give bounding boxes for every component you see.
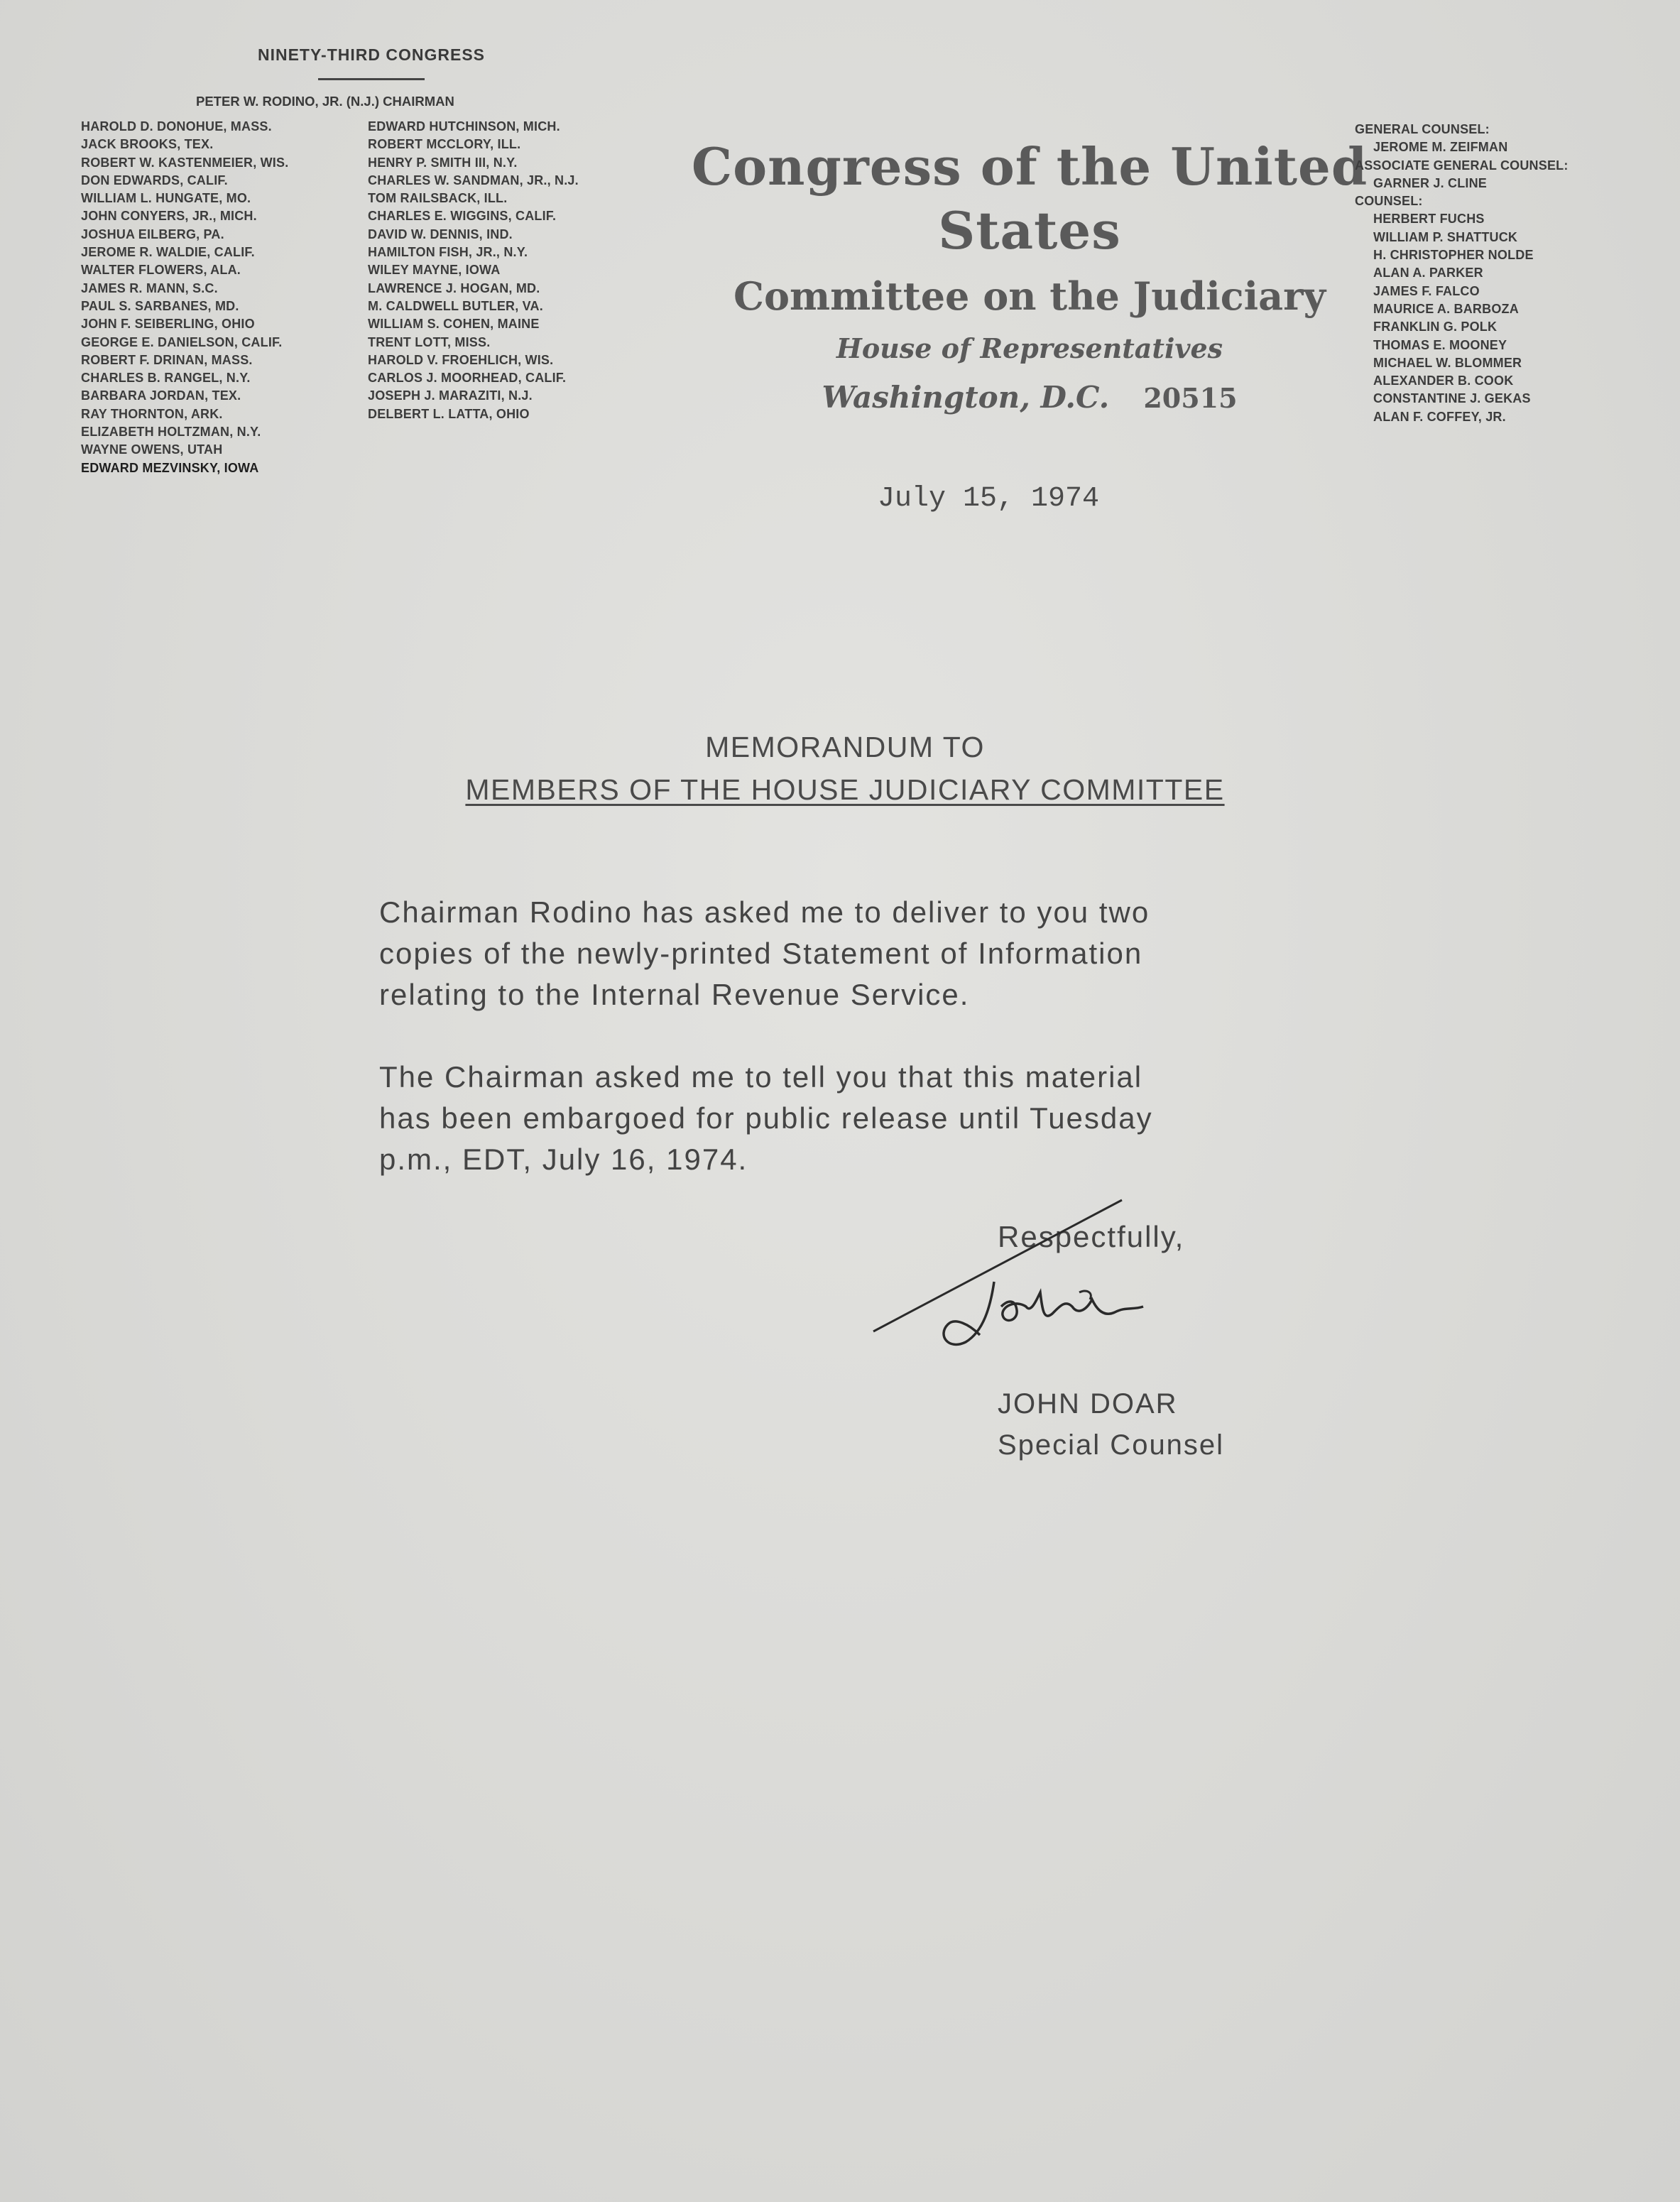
memo-paragraph-2: [379, 1057, 1373, 1180]
congress-title: NINETY-THIRD CONGRESS: [257, 45, 486, 64]
memo-paragraph-1: [379, 892, 1373, 1015]
member-name: WALTER FLOWERS, ALA.: [81, 263, 241, 278]
counsel-name: THOMAS E. MOONEY: [1373, 337, 1507, 352]
member-name: LAWRENCE J. HOGAN, MD.: [368, 280, 540, 295]
masthead-committee: Committee on the Judiciary: [733, 273, 1326, 319]
member-name: CARLOS J. MOORHEAD, CALIF.: [368, 371, 567, 386]
member-name: WILEY MAYNE, IOWA: [368, 263, 501, 278]
member-name: DON EDWARDS, CALIF.: [81, 173, 228, 187]
masthead-house: House of Representatives: [836, 332, 1223, 364]
associate-counsel-name: GARNER J. CLINE: [1373, 175, 1488, 190]
signer-block: [998, 1383, 1224, 1466]
general-counsel-label: GENERAL COUNSEL:: [1355, 122, 1490, 136]
paragraph-line: Chairman Rodino has asked me to deliver to you two: [379, 895, 1150, 929]
member-name: M. CALDWELL BUTLER, VA.: [368, 298, 543, 313]
member-name: DAVID W. DENNIS, IND.: [368, 227, 513, 241]
counsel-label: COUNSEL:: [1355, 194, 1423, 209]
member-name: HAROLD D. DONOHUE, MASS.: [81, 119, 272, 133]
member-name: ELIZABETH HOLTZMAN, N.Y.: [81, 425, 261, 440]
member-name: PAUL S. SARBANES, MD.: [81, 298, 239, 313]
member-name: HAMILTON FISH, JR., N.Y.: [368, 245, 528, 260]
associate-counsel-label: ASSOCIATE GENERAL COUNSEL:: [1355, 158, 1569, 173]
title-rule: [318, 78, 425, 80]
member-name: HENRY P. SMITH III, N.Y.: [368, 155, 518, 170]
paragraph-line: has been embargoed for public release until Tuesday: [379, 1101, 1153, 1135]
member-name: JOHN F. SEIBERLING, OHIO: [81, 317, 255, 332]
signer-title: Special Counsel: [998, 1429, 1225, 1461]
staff-column: [1355, 121, 1569, 426]
paragraph-line: relating to the Internal Revenue Service.: [379, 978, 970, 1011]
memo-heading: [398, 726, 1292, 811]
members-mid-column: [368, 118, 579, 423]
member-name: WILLIAM L. HUNGATE, MO.: [81, 191, 251, 206]
member-name: CHARLES W. SANDMAN, JR., N.J.: [368, 173, 579, 187]
masthead-address: [639, 372, 1420, 424]
member-name: JOSEPH J. MARAZITI, N.J.: [368, 388, 533, 403]
signer-name: JOHN DOAR: [998, 1388, 1178, 1419]
member-name: ROBERT F. DRINAN, MASS.: [81, 352, 253, 367]
counsel-name: MICHAEL W. BLOMMER: [1373, 355, 1522, 370]
counsel-name: CONSTANTINE J. GEKAS: [1373, 391, 1531, 406]
member-name: JOSHUA EILBERG, PA.: [81, 227, 224, 241]
member-name: WAYNE OWENS, UTAH: [81, 442, 223, 457]
closing: Respectfully,: [998, 1220, 1185, 1253]
member-name: JAMES R. MANN, S.C.: [81, 280, 218, 295]
counsel-name: JAMES F. FALCO: [1373, 283, 1480, 298]
memo-heading-line1: MEMORANDUM TO: [705, 731, 985, 763]
letter-date: July 15, 1974: [878, 483, 1100, 515]
masthead-city: Washington, D.C.: [822, 380, 1110, 415]
counsel-name: HERBERT FUCHS: [1373, 212, 1485, 227]
signature-image: [866, 1193, 1236, 1378]
member-name: JACK BROOKS, TEX.: [81, 137, 214, 152]
paragraph-line: copies of the newly-printed Statement of Information: [379, 937, 1143, 970]
paragraph-line: The Chairman asked me to tell you that this material: [379, 1060, 1143, 1094]
member-name: TOM RAILSBACK, ILL.: [368, 191, 508, 206]
counsel-name: H. CHRISTOPHER NOLDE: [1373, 248, 1534, 263]
member-name: DELBERT L. LATTA, OHIO: [368, 406, 530, 421]
member-name: ROBERT MCCLORY, ILL.: [368, 137, 521, 152]
paragraph-line: p.m., EDT, July 16, 1974.: [379, 1143, 748, 1176]
member-name: JEROME R. WALDIE, CALIF.: [81, 245, 255, 260]
counsel-name: ALAN F. COFFEY, JR.: [1373, 409, 1506, 424]
counsel-name: WILLIAM P. SHATTUCK: [1373, 229, 1518, 244]
member-name: BARBARA JORDAN, TEX.: [81, 388, 241, 403]
member-name: JOHN CONYERS, JR., MICH.: [81, 209, 257, 224]
members-left-column: [81, 118, 288, 477]
chairman-line: PETER W. RODINO, JR. (N.J.) CHAIRMAN: [196, 94, 454, 109]
counsel-name: ALEXANDER B. COOK: [1373, 374, 1514, 388]
counsel-name: FRANKLIN G. POLK: [1373, 320, 1498, 334]
member-name: EDWARD MEZVINSKY, IOWA: [81, 460, 259, 475]
member-name: CHARLES E. WIGGINS, CALIF.: [368, 209, 557, 224]
counsel-name: ALAN A. PARKER: [1373, 266, 1483, 280]
member-name: RAY THORNTON, ARK.: [81, 406, 223, 421]
general-counsel-name: JEROME M. ZEIFMAN: [1373, 140, 1508, 155]
member-name: EDWARD HUTCHINSON, MICH.: [368, 119, 560, 133]
counsel-name: MAURICE A. BARBOZA: [1373, 301, 1519, 316]
masthead: [639, 135, 1420, 424]
member-name: TRENT LOTT, MISS.: [368, 334, 491, 349]
masthead-zip: 20515: [1143, 382, 1238, 414]
memo-heading-line2: MEMBERS OF THE HOUSE JUDICIARY COMMITTEE: [465, 773, 1225, 806]
member-name: WILLIAM S. COHEN, MAINE: [368, 317, 540, 332]
masthead-congress: Congress of the United States: [691, 136, 1368, 261]
member-name: HAROLD V. FROEHLICH, WIS.: [368, 352, 554, 367]
member-name: CHARLES B. RANGEL, N.Y.: [81, 371, 251, 386]
member-name: GEORGE E. DANIELSON, CALIF.: [81, 334, 283, 349]
member-name: ROBERT W. KASTENMEIER, WIS.: [81, 155, 289, 170]
